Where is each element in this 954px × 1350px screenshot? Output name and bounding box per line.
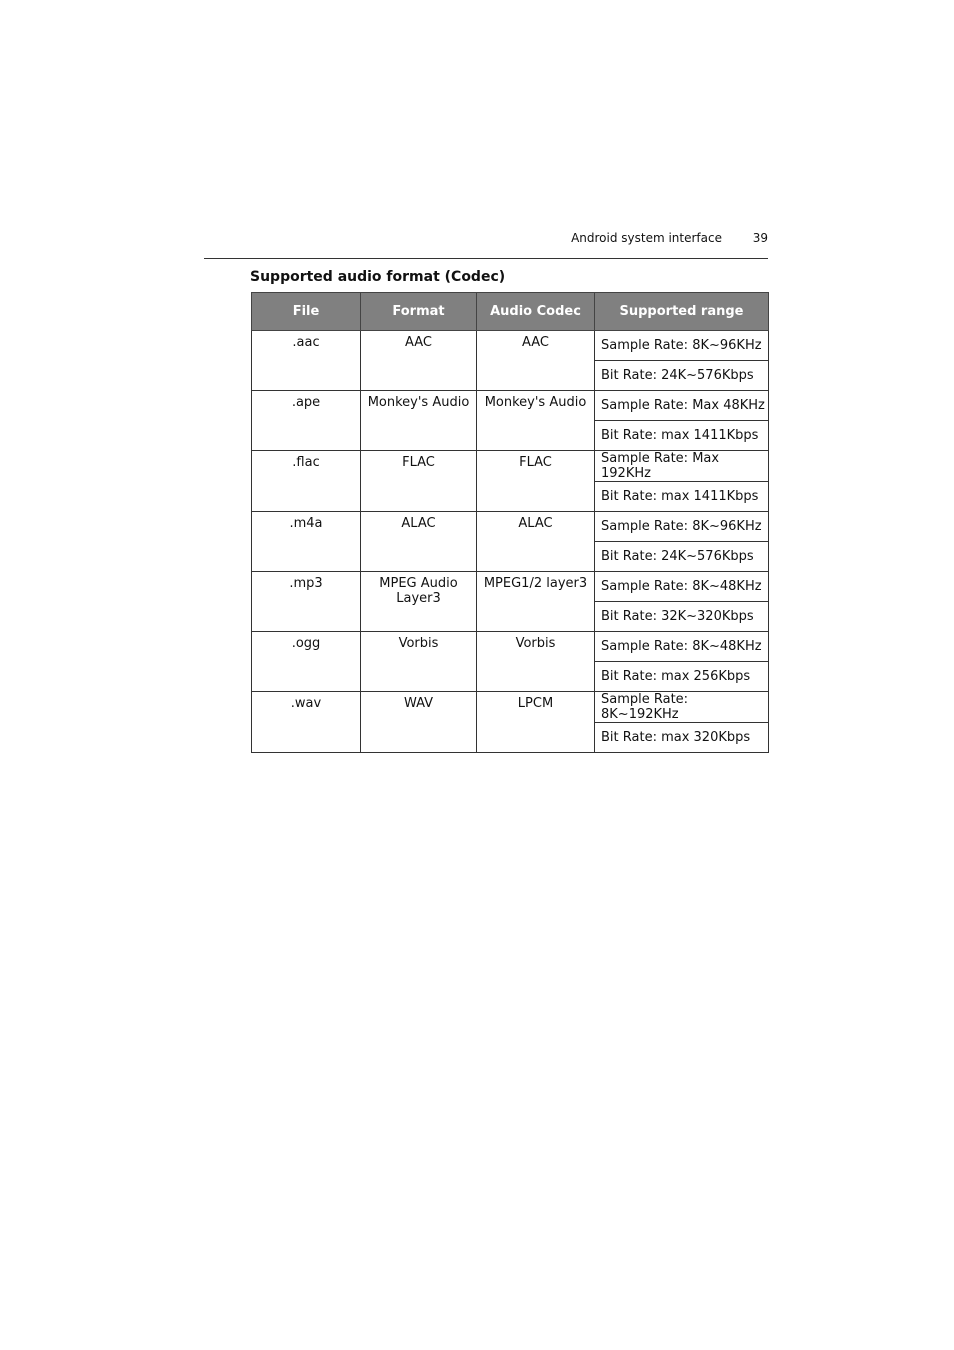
bit-rate-cell: Bit Rate: max 1411Kbps [595, 421, 769, 451]
format-cell: Monkey's Audio [361, 391, 477, 451]
codec-cell: Vorbis [477, 632, 595, 692]
codec-cell: Monkey's Audio [477, 391, 595, 451]
format-cell: MPEG Audio Layer3 [361, 572, 477, 632]
table-row [252, 331, 769, 361]
file-cell: .ogg [252, 632, 361, 692]
page-number: 39 [752, 231, 768, 245]
table-row [252, 391, 769, 421]
header-section-title: Android system interface [571, 231, 722, 245]
table-row [252, 632, 769, 662]
file-cell: .mp3 [252, 572, 361, 632]
format-cell: WAV [361, 692, 477, 753]
codec-cell: AAC [477, 331, 595, 391]
table-header-row [252, 293, 769, 331]
sample-rate-cell: Sample Rate: Max 48KHz [595, 391, 769, 421]
sample-rate-cell: Sample Rate: 8K~192KHz [595, 692, 769, 723]
sample-rate-cell: Sample Rate: Max 192KHz [595, 451, 769, 482]
codec-cell: ALAC [477, 512, 595, 572]
bit-rate-cell: Bit Rate: 24K~576Kbps [595, 361, 769, 391]
bit-rate-cell: Bit Rate: 24K~576Kbps [595, 542, 769, 572]
format-cell: AAC [361, 331, 477, 391]
bit-rate-cell: Bit Rate: max 256Kbps [595, 662, 769, 692]
sample-rate-cell: Sample Rate: 8K~48KHz [595, 572, 769, 602]
codec-cell: LPCM [477, 692, 595, 753]
bit-rate-cell: Bit Rate: 32K~320Kbps [595, 602, 769, 632]
table-row [252, 451, 769, 482]
sample-rate-cell: Sample Rate: 8K~96KHz [595, 331, 769, 361]
format-cell: FLAC [361, 451, 477, 512]
format-cell: Vorbis [361, 632, 477, 692]
audio-codec-table [251, 292, 769, 753]
section-title: Supported audio format (Codec) [250, 269, 506, 285]
codec-cell: FLAC [477, 451, 595, 512]
column-header-file: File [252, 293, 361, 331]
file-cell: .m4a [252, 512, 361, 572]
table-row [252, 692, 769, 723]
sample-rate-cell: Sample Rate: 8K~48KHz [595, 632, 769, 662]
sample-rate-cell: Sample Rate: 8K~96KHz [595, 512, 769, 542]
page-header [204, 226, 768, 259]
table-row [252, 512, 769, 542]
column-header-audio-codec: Audio Codec [477, 293, 595, 331]
file-cell: .wav [252, 692, 361, 753]
table-row [252, 572, 769, 602]
file-cell: .aac [252, 331, 361, 391]
bit-rate-cell: Bit Rate: max 1411Kbps [595, 482, 769, 512]
file-cell: .flac [252, 451, 361, 512]
codec-cell: MPEG1/2 layer3 [477, 572, 595, 632]
column-header-supported-range: Supported range [595, 293, 769, 331]
format-cell: ALAC [361, 512, 477, 572]
column-header-format: Format [361, 293, 477, 331]
bit-rate-cell: Bit Rate: max 320Kbps [595, 723, 769, 753]
file-cell: .ape [252, 391, 361, 451]
